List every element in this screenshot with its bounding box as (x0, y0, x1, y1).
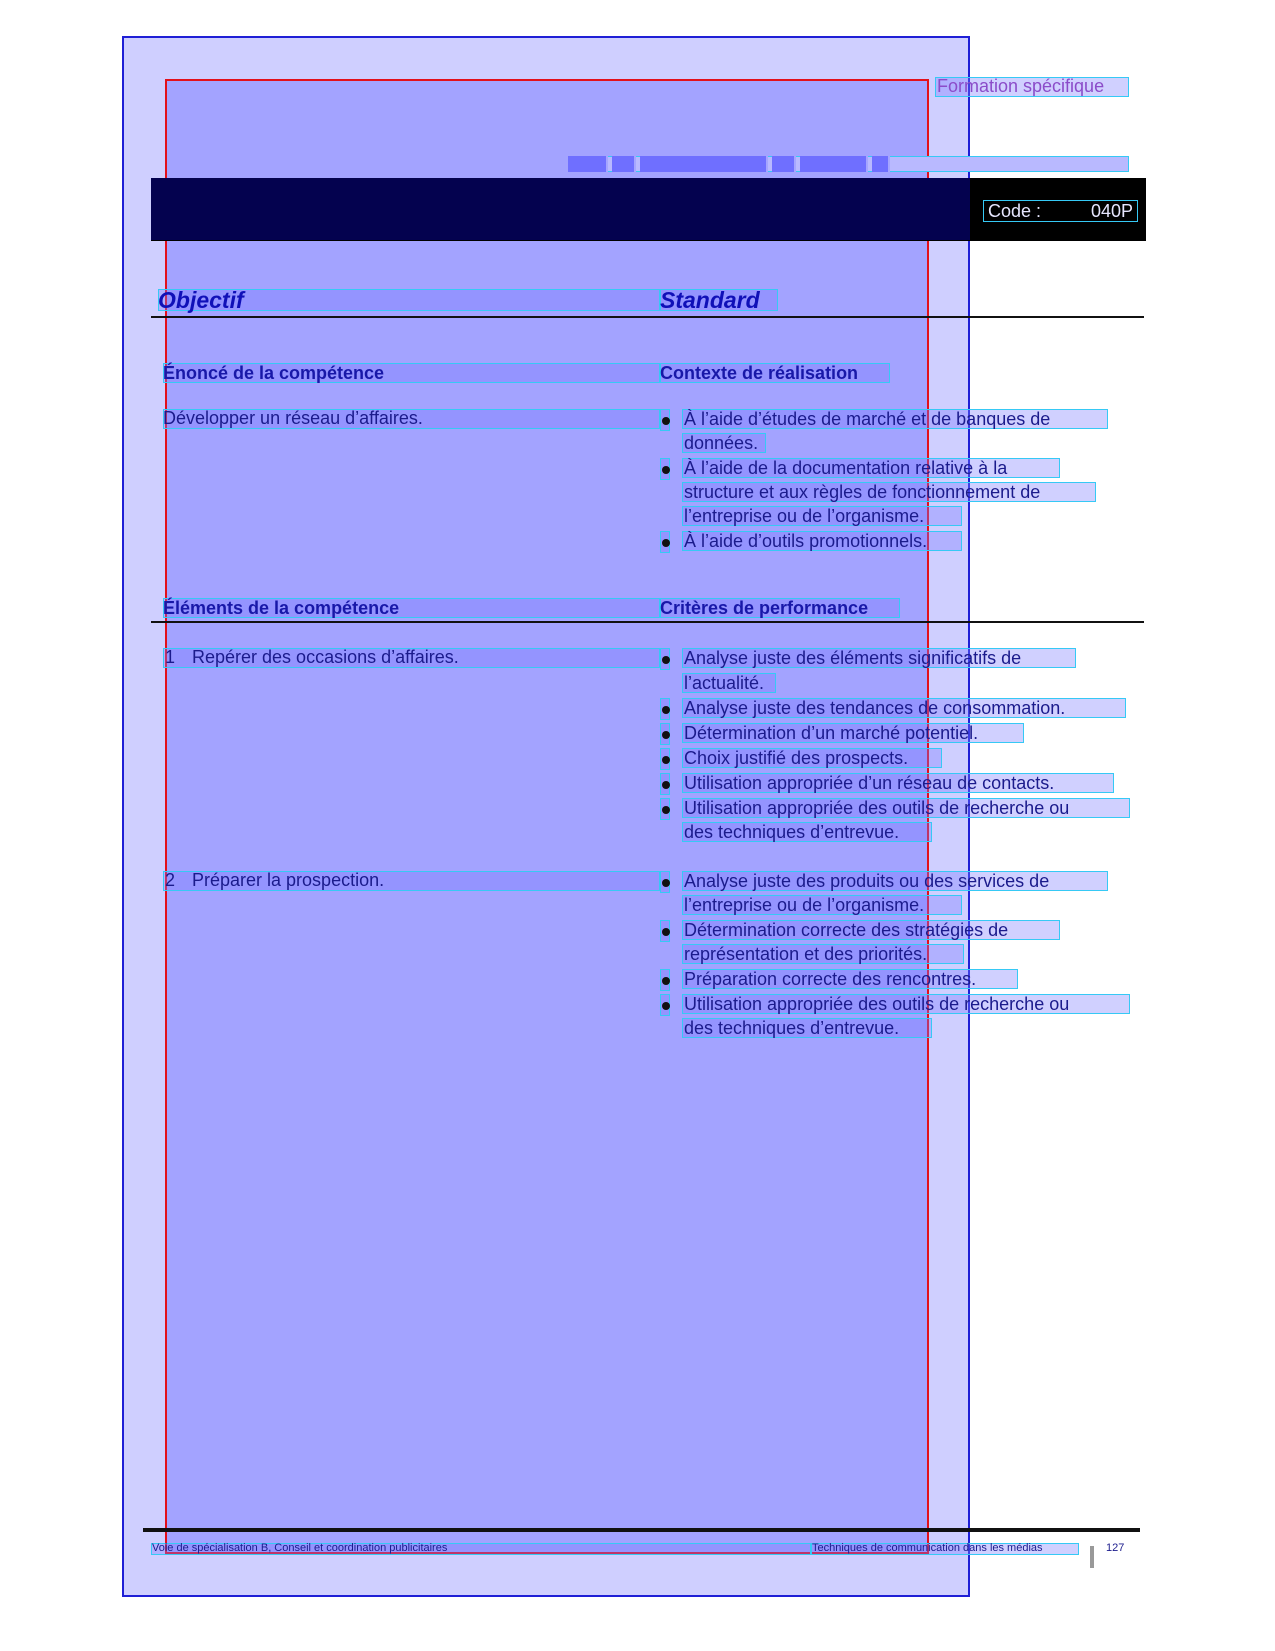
criteria-bullet-icon (662, 731, 670, 739)
element-number: 1 (165, 647, 176, 667)
decor-block-6 (872, 156, 890, 172)
criteria-item-line: l’entreprise ou de l’organisme. (684, 895, 925, 915)
criteria-item-line: Choix justifié des prospects. (684, 748, 909, 768)
decor-block-4 (772, 156, 796, 172)
criteria-item-line: représentation et des priorités. (684, 944, 928, 964)
footer-right: Techniques de communication dans les médias (812, 1542, 1043, 1554)
context-bullet-icon (662, 539, 670, 547)
context-bullet-icon (662, 417, 670, 425)
objective-title: Objectif (158, 287, 244, 313)
decor-block-2 (612, 156, 636, 172)
criteria-bullet-icon (662, 977, 670, 985)
criteria-item-line: Détermination correcte des stratégies de (684, 920, 1009, 940)
element-text: Préparer la prospection. (192, 870, 385, 890)
code-label: Code : (988, 201, 1042, 221)
decor-block-5 (800, 156, 868, 172)
elements-label: Éléments de la compétence (163, 598, 400, 618)
footer-left: Voie de spécialisation B, Conseil et coordination publicitaires (152, 1542, 448, 1554)
criteria-item-line: l’actualité. (684, 673, 765, 693)
criteria-bullet-icon (662, 806, 670, 814)
criteria-item-line: Utilisation appropriée des outils de recherche ou (684, 798, 1070, 818)
criteria-item-line: Analyse juste des produits ou des services de (684, 871, 1050, 891)
criteria-bullet-icon (662, 879, 670, 887)
page-number: 127 (1106, 1542, 1125, 1554)
context-item-line: À l’aide de la documentation relative à la (684, 458, 1008, 478)
criteria-bullet-icon (662, 781, 670, 789)
context-item-line: données. (684, 433, 759, 453)
criteria-bullet-icon (662, 928, 670, 936)
criteria-item-line: Analyse juste des éléments significatifs de (684, 648, 1022, 668)
title-rule (151, 316, 1144, 318)
criteria-item-line: des techniques d’entrevue. (684, 1018, 900, 1038)
decor-block-3 (640, 156, 768, 172)
criteria-item-line: Utilisation appropriée d’un réseau de contacts. (684, 773, 1055, 793)
context-bullet-icon (662, 466, 670, 474)
standard-title: Standard (660, 287, 760, 313)
context-item-line: À l’aide d’études de marché et de banques de (684, 409, 1051, 429)
criteria-bullet-icon (662, 656, 670, 664)
elements-rule (151, 621, 1144, 623)
element-number: 2 (165, 870, 176, 890)
criteria-item-line: Détermination d’un marché potentiel. (684, 723, 979, 743)
criteria-item-line: Préparation correcte des rencontres. (684, 969, 977, 989)
code-field (983, 200, 1138, 222)
context-item-line: structure et aux règles de fonctionnement de (684, 482, 1041, 502)
competence-statement: Développer un réseau d’affaires. (163, 408, 423, 428)
element-text: Repérer des occasions d’affaires. (192, 647, 459, 667)
criteria-item-line: Utilisation appropriée des outils de recherche ou (684, 994, 1070, 1014)
code-value: 040P (1090, 201, 1133, 221)
context-label: Contexte de réalisation (660, 363, 859, 383)
context-item-line: À l’aide d’outils promotionnels. (684, 531, 928, 551)
context-item-line: l’entreprise ou de l’organisme. (684, 506, 925, 526)
criteria-label: Critères de performance (660, 598, 869, 618)
criteria-item-line: Analyse juste des tendances de consommation. (684, 698, 1066, 718)
criteria-item-line: des techniques d’entrevue. (684, 822, 900, 842)
page-divider (1090, 1546, 1094, 1568)
criteria-bullet-icon (662, 756, 670, 764)
decor-block-1 (568, 156, 608, 172)
statement-label: Énoncé de la compétence (163, 363, 385, 383)
criteria-bullet-icon (662, 706, 670, 714)
top-label: Formation spécifique (937, 76, 1105, 96)
footer-rule (143, 1528, 1140, 1532)
criteria-bullet-icon (662, 1002, 670, 1010)
